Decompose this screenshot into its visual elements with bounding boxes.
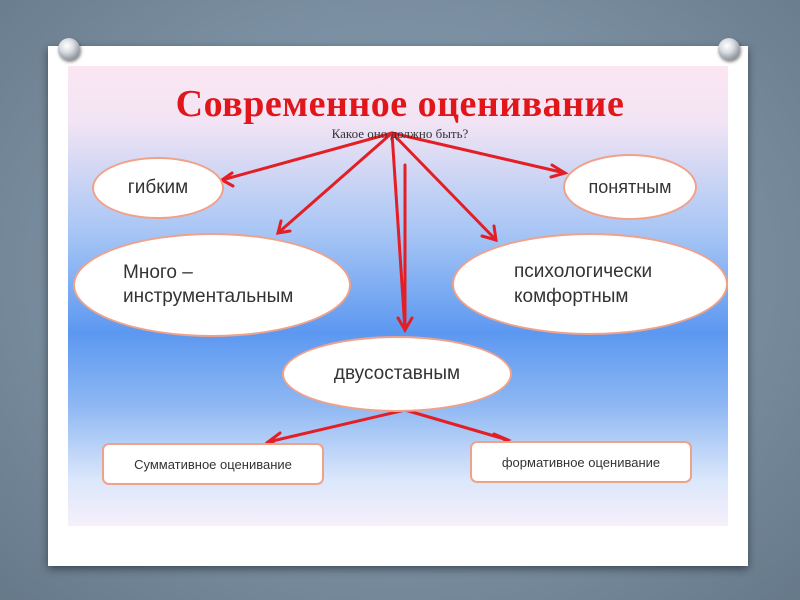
node-multi-instrumental-line1: Много –	[123, 262, 193, 283]
node-multi-instrumental	[73, 233, 351, 337]
arrow-to-psych-comfortable	[392, 133, 496, 240]
arrow-to-summative	[268, 410, 405, 442]
arrow-to-formative	[405, 410, 508, 440]
node-psych-comfortable-line2: комфортным	[514, 286, 629, 307]
node-summative	[102, 443, 324, 485]
node-psych-comfortable-line1: психологически	[514, 261, 653, 282]
node-understandable	[563, 154, 697, 220]
node-formative	[470, 441, 692, 483]
node-psych-comfortable	[452, 233, 728, 335]
node-formative-label: формативное оценивание	[501, 454, 661, 470]
node-multi-instrumental-line2: инструментальным	[123, 286, 294, 307]
slide-subtitle: Какое оно должно быть?	[331, 126, 469, 141]
arrow-down-center	[392, 133, 405, 330]
slide-title: Современное оценивание	[175, 83, 625, 125]
node-two-component-label: двусоставным	[333, 363, 461, 384]
node-understandable-label: понятным	[588, 176, 672, 197]
node-two-component	[282, 336, 512, 412]
node-flexible-label: гибким	[127, 177, 189, 198]
node-summative-label: Суммативное оценивание	[134, 456, 292, 472]
node-flexible	[92, 157, 224, 219]
